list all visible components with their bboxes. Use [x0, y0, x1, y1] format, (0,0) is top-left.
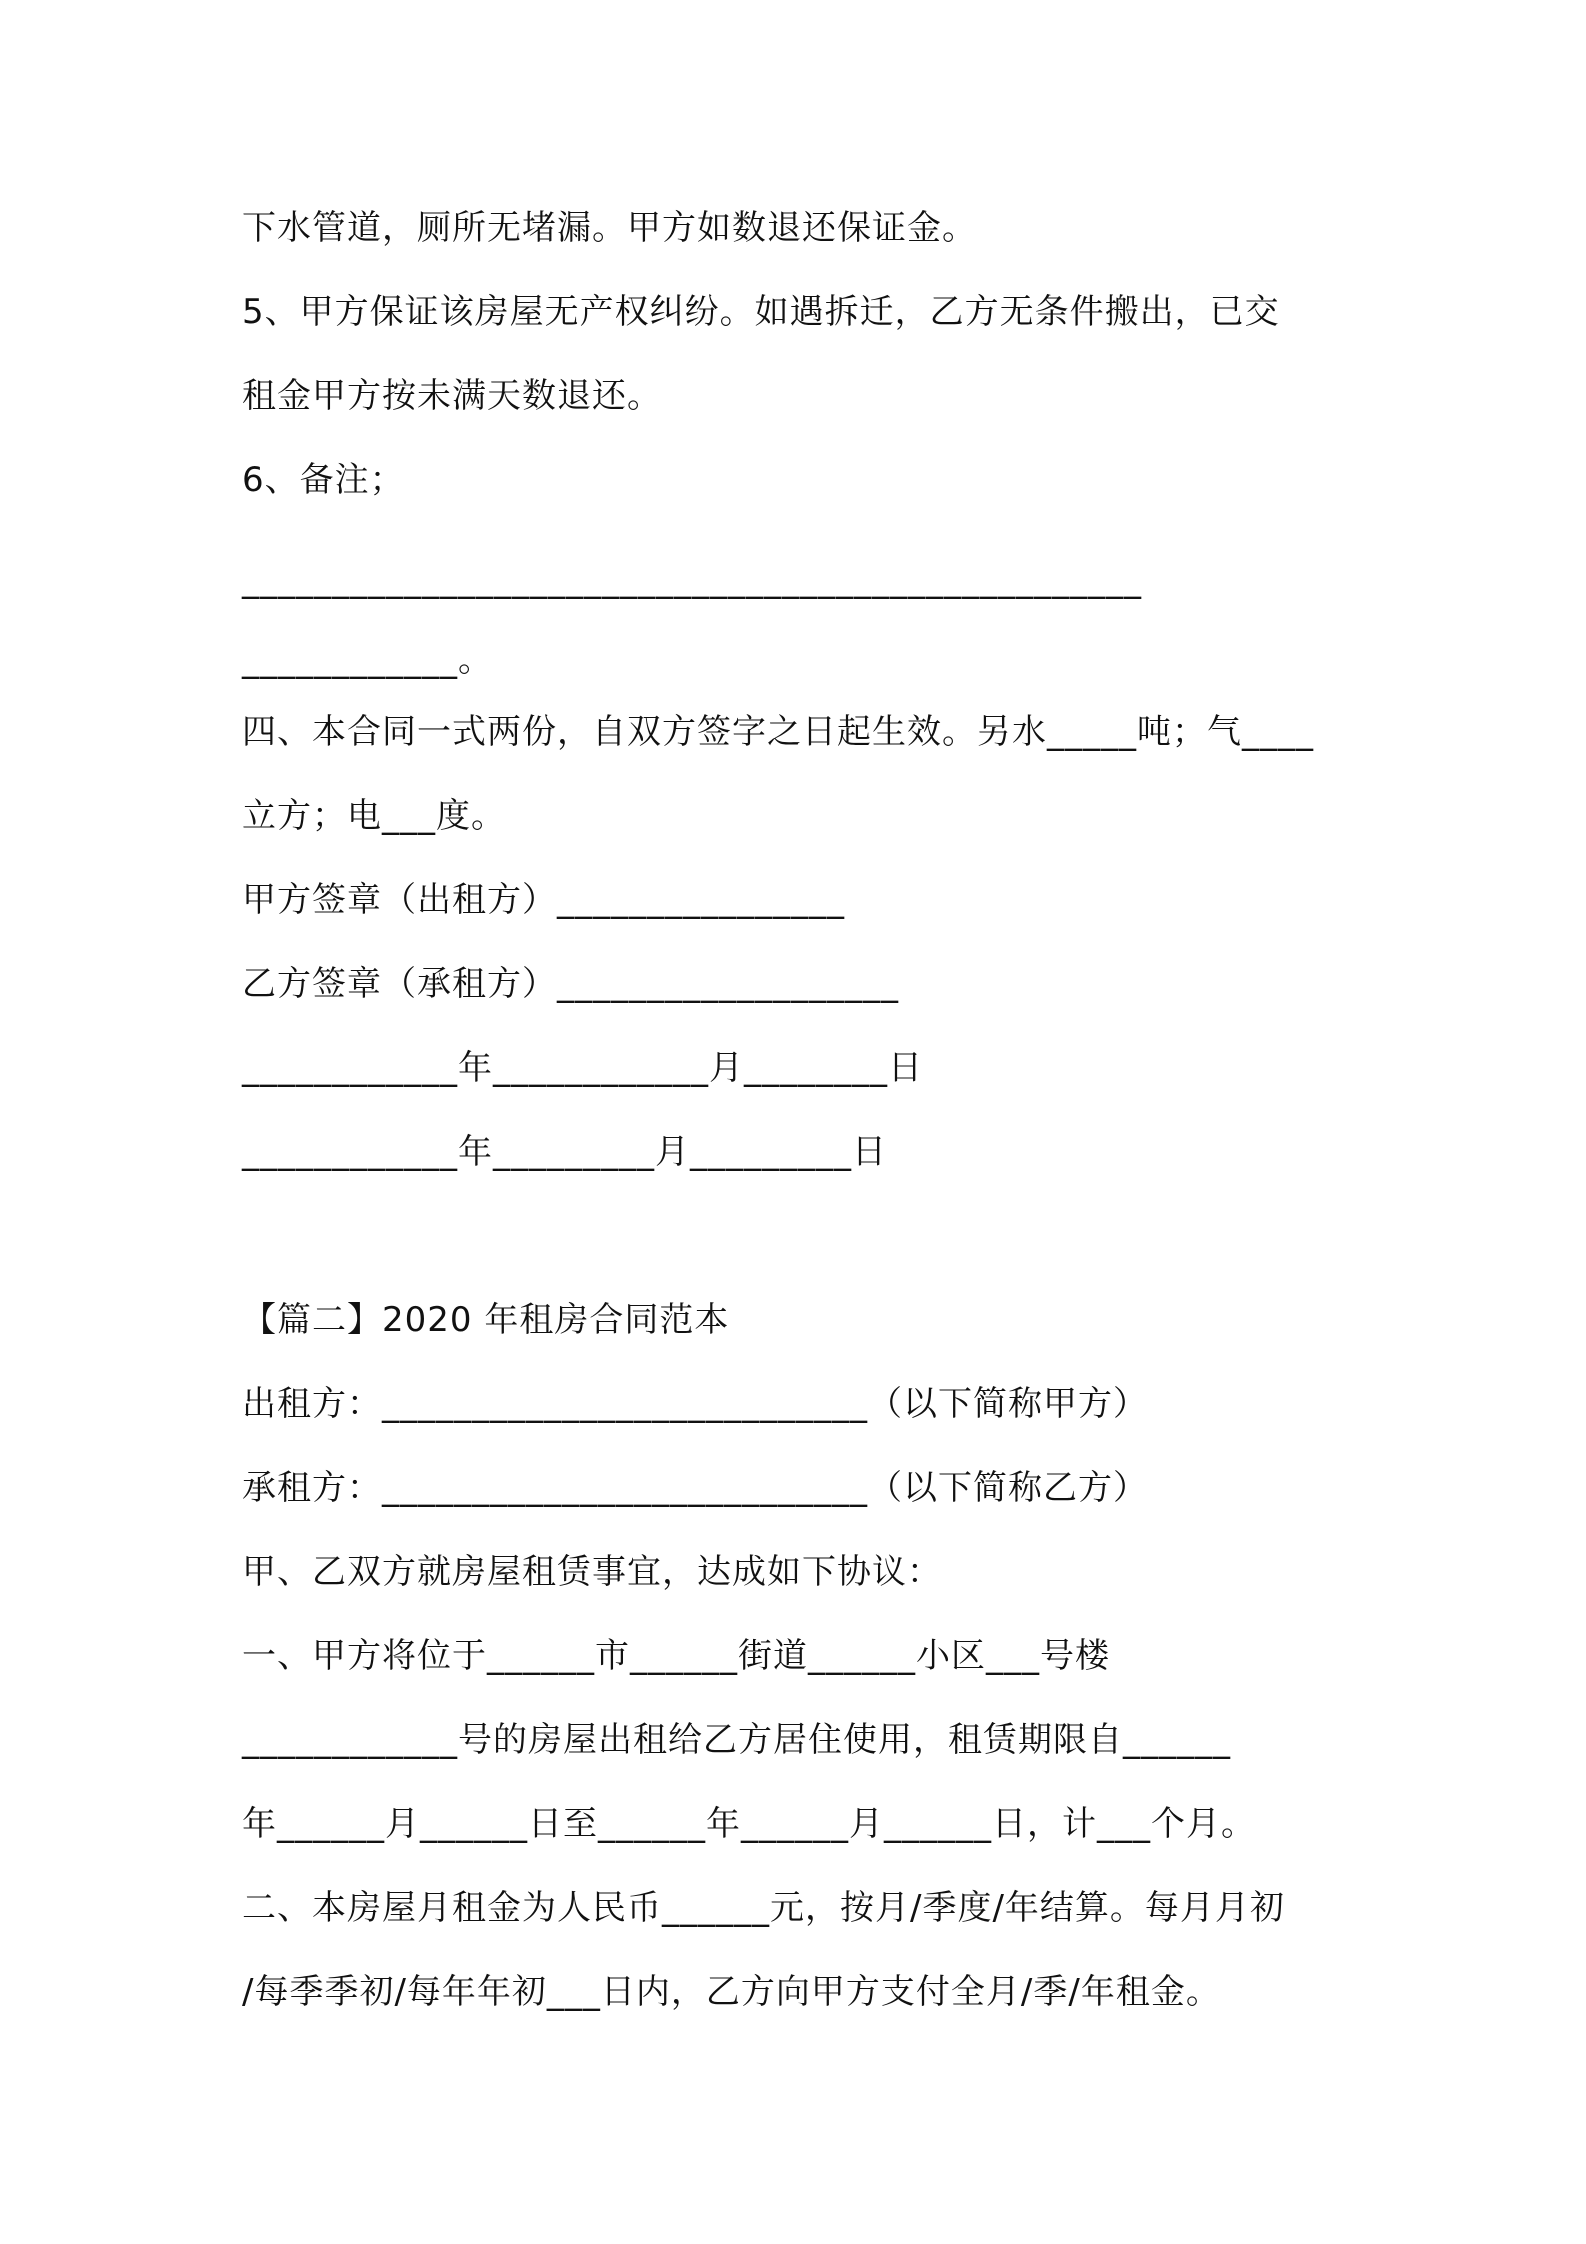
- text-line: 承租方：___________________________（以下简称乙方）: [242, 1468, 1148, 1508]
- text-line: /每季季初/每年年初___日内，乙方向甲方支付全月/季/年租金。: [242, 1972, 1221, 2012]
- section-title: 【篇二】2020 年租房合同范本: [242, 1300, 730, 1340]
- text-line: 二、本房屋月租金为人民币______元，按月/季度/年结算。每月月初: [242, 1888, 1285, 1928]
- blank-line: __________________________________________________: [242, 560, 1142, 600]
- signature-line-party-a: 甲方签章（出租方）________________: [242, 880, 845, 920]
- text-line: 下水管道，厕所无堵漏。甲方如数退还保证金。: [242, 208, 977, 248]
- text-line: 出租方：___________________________（以下简称甲方）: [242, 1384, 1148, 1424]
- text-line: 四、本合同一式两份，自双方签字之日起生效。另水_____吨；气____: [242, 712, 1314, 752]
- text-line: 年______月______日至______年______月______日，计___个月。: [242, 1804, 1256, 1844]
- blank-line: ____________。: [242, 640, 493, 680]
- text-line: 甲、乙双方就房屋租赁事宜，达成如下协议：: [242, 1552, 942, 1592]
- date-line: ____________年____________月________日: [242, 1048, 923, 1088]
- text-line: 5、甲方保证该房屋无产权纠纷。如遇拆迁，乙方无条件搬出，已交: [242, 292, 1280, 332]
- signature-line-party-b: 乙方签章（承租方）___________________: [242, 964, 899, 1004]
- text-line: 立方；电___度。: [242, 796, 506, 836]
- text-line: 一、甲方将位于______市______街道______小区___号楼: [242, 1636, 1110, 1676]
- text-line: ____________号的房屋出租给乙方居住使用，租赁期限自______: [242, 1720, 1231, 1760]
- text-line: 6、备注；: [242, 460, 405, 500]
- text-line: 租金甲方按未满天数退还。: [242, 376, 662, 416]
- date-line: ____________年_________月_________日: [242, 1132, 887, 1172]
